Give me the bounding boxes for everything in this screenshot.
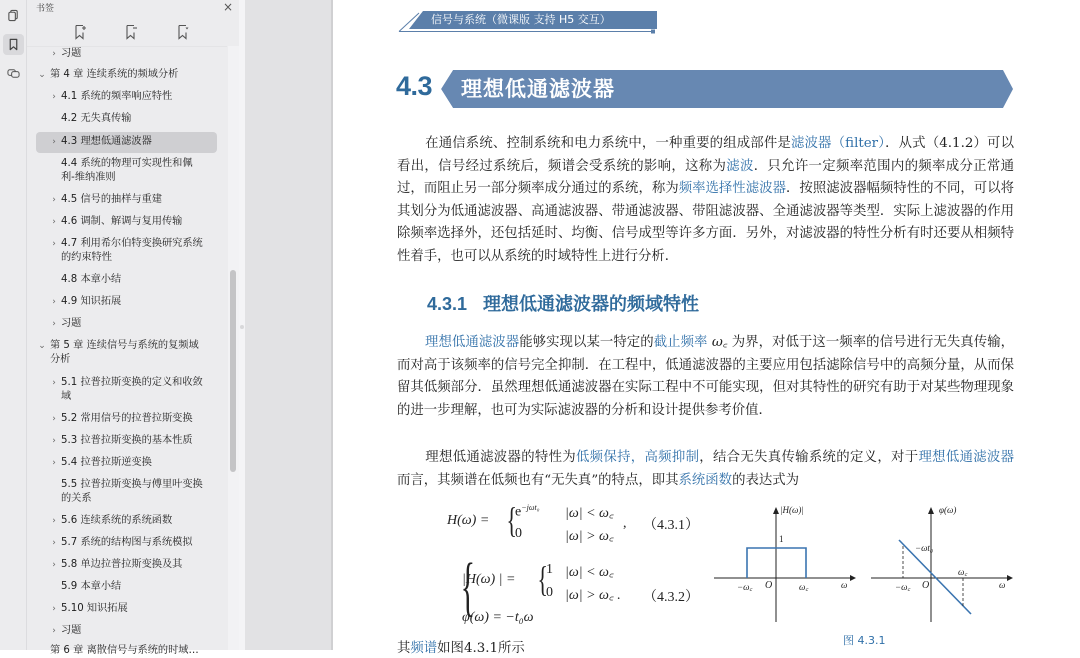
link-system-function[interactable]: 系统函数 (678, 472, 733, 488)
mag-origin: O (765, 580, 773, 591)
phase-ylabel: φ(ω) (939, 505, 957, 515)
left-rail (0, 0, 27, 650)
bookmark-item[interactable]: 5.9 本章小结 (61, 581, 122, 592)
bookmark-item[interactable]: › 4.1 系统的频率响应特性 (35, 90, 217, 104)
bookmark-icon (7, 38, 20, 51)
equation-number: （4.3.2） (643, 590, 699, 605)
mag-pos-cutoff: ω꜀ (799, 582, 809, 592)
left-brace: { (506, 500, 517, 540)
bookmark-item[interactable]: › 4.5 信号的抽样与重建 (35, 193, 217, 207)
chevron-right-icon[interactable]: › (52, 516, 56, 526)
running-head (399, 8, 659, 32)
bookmark-item[interactable]: 4.2 无失真传输 (61, 113, 132, 124)
chevron-right-icon[interactable]: › (52, 319, 56, 329)
comment-icon (7, 67, 20, 80)
link-cutoff-frequency[interactable]: 截止频率 (653, 335, 708, 350)
add-bookmark-icon (74, 24, 88, 40)
chevron-right-icon[interactable]: › (52, 538, 56, 548)
bookmark-item[interactable]: › 习题 (35, 47, 217, 61)
bookmark-item[interactable]: › 5.10 知识拓展 (35, 602, 217, 616)
remove-bookmark-icon (125, 24, 139, 40)
bookmark-item[interactable]: › 5.6 连续系统的系统函数 (35, 514, 217, 528)
bookmark-item[interactable]: › 4.6 调制、解调与复用传输 (35, 215, 217, 229)
link-low-pass-high-stop[interactable]: 低频保持，高频抑制 (575, 450, 700, 465)
chevron-right-icon[interactable]: › (52, 49, 56, 59)
equation-number: （4.3.1） (643, 518, 699, 533)
comments-button[interactable] (3, 63, 24, 84)
chevron-right-icon[interactable]: › (52, 217, 56, 227)
chevron-right-icon[interactable]: › (52, 92, 56, 102)
paragraph-intro: 在通信系统、控制系统和电力系统中，一种重要的组成部件是滤波器（filter）．从式（4.1.2）可以看出，信号经过系统后，频谱会受系统的影响，这称为滤波．只允许一定频率范围内的频率成分正常通过，而阻止另一部分频率成分通过的系统，称为频率选择性滤波器．按照滤波器幅频特性的不同，可以将其划分为低通滤波器、高通滤波器、带通滤波器、带阻滤波器、全通滤波器等类型．实际上滤波器的作用除频率选择外，还包括延时、均衡、信号成型等许多方面．另外，对滤波器的特性分析有时还要从相频特性着手，也可以从系统的时域特性上进行分析． (397, 136, 1015, 264)
mag-neg-cutoff: −ω꜀ (737, 582, 753, 592)
close-icon[interactable]: × (222, 0, 234, 14)
chevron-right-icon[interactable]: › (52, 414, 56, 424)
bookmark-item[interactable]: › 习题 (35, 624, 217, 638)
outer-brace: { (460, 550, 475, 623)
chevron-right-icon[interactable]: › (52, 626, 56, 636)
running-head-text: 信号与系统（微课版 支持 H5 交互） (431, 13, 611, 26)
phase-slope-annotation: −ωt₀ (915, 543, 934, 553)
section-title: 理想低通滤波器 (461, 77, 615, 101)
link-frequency-selective-filter[interactable]: 频率选择性滤波器 (678, 181, 786, 196)
bookmark-item[interactable]: › 5.8 单边拉普拉斯变换及其 (35, 558, 217, 572)
mag-ylabel: |H(ω)| (780, 505, 804, 515)
bookmark-item[interactable]: 4.4 系统的物理可实现性和佩利-维纳准则 (61, 158, 193, 183)
chevron-right-icon[interactable]: › (52, 436, 56, 446)
splitter-handle[interactable] (240, 325, 244, 329)
add-bookmark-button[interactable] (74, 24, 90, 42)
bookmarks-panel (27, 0, 239, 656)
phase-xlabel: ω (999, 580, 1006, 590)
phase-origin: O (922, 580, 930, 591)
bookmark-item[interactable]: 5.5 拉普拉斯变换与傅里叶变换的关系 (61, 479, 203, 504)
link-filtering[interactable]: 滤波 (726, 158, 754, 174)
subsection-heading: 4.3.1 理想低通滤波器的频域特性 (427, 294, 700, 314)
chevron-right-icon[interactable]: › (52, 604, 56, 614)
phase-neg-cutoff: −ω꜀ (895, 582, 911, 592)
section-number: 4.3 (396, 71, 433, 101)
chevron-right-icon[interactable]: › (52, 378, 56, 388)
figure-caption: 图 4.3.1 (843, 634, 886, 647)
bookmark-item[interactable]: › 4.7 利用希尔伯特变换研究系统的约束特性 (35, 237, 207, 265)
mag-xlabel: ω (841, 580, 848, 590)
document-gutter (245, 0, 333, 650)
paragraph-ideal-lpf: 理想低通滤波器能够实现以某一特定的截止频率 ω꜀ 为界，对低于这一频率的信号进行无失真传输，而对高于该频率的信号完全抑制．在工程中，低通滤波器的主要应用包括滤除信号中的高频分量，从而保留其低频部分．虽然理想低通滤波器在实际工程中不可能实现，但对其特性的研究有助于对某些物理现象的进一步理解，也可为实际滤波器的分析和设计提供参考价值． (397, 335, 1015, 418)
bookmark-item-selected[interactable]: › 4.3 理想低通滤波器 (36, 132, 217, 153)
link-ideal-lowpass-filter[interactable]: 理想低通滤波器 (425, 335, 520, 350)
bookmark-item-chapter-5[interactable]: ⌄ 第 5 章 连续信号与系统的复频域分析 (38, 340, 199, 365)
remove-bookmark-button[interactable] (125, 24, 141, 42)
bookmark-item[interactable]: › 4.9 知识拓展 (35, 295, 217, 309)
chevron-down-icon[interactable]: ⌄ (38, 70, 46, 80)
bookmark-item-chapter-4[interactable]: ⌄ 第 4 章 连续系统的频域分析 (38, 69, 179, 80)
mag-one-label: 1 (779, 534, 784, 544)
panel-title: 书签 (36, 4, 55, 14)
chevron-right-icon[interactable]: › (52, 137, 56, 147)
bookmark-options-button[interactable] (177, 24, 193, 42)
bookmark-options-icon (177, 24, 191, 40)
figure-reference-text: 其频谱如图4.3.1所示 (397, 641, 525, 656)
bookmark-tree (27, 46, 227, 656)
bookmark-scrollbar-thumb[interactable] (230, 270, 236, 472)
bookmark-item[interactable]: › 5.3 拉普拉斯变换的基本性质 (35, 434, 217, 448)
bookmark-item[interactable]: › 5.4 拉普拉斯逆变换 (35, 456, 217, 470)
phase-pos-cutoff: ω꜀ (958, 567, 968, 577)
link-ideal-lowpass-filter-2[interactable]: 理想低通滤波器 (918, 450, 1015, 465)
link-spectrum[interactable]: 频谱 (410, 641, 438, 656)
magnitude-response-plot (710, 502, 855, 627)
document-page: 信号与系统（微课版 支持 H5 交互） 4.3 理想低通滤波器 在通信系统、控制系统和电力系统中，一种重要的组成部件是滤波器（filter）．从式（4.1.2）可以看出，信号经过系统后，频谱会受系统的影响，这称为滤波．只允许一定频率范围内的频率成分正常通过，而阻止另一部分频率成分通过的系统，称为频率选择性滤波器．按照滤波器幅频特性的不同，可以将其划分为低通滤波器、高通滤波器、带通滤波器、带阻滤波器、全通滤波器等类型．实际上滤波器的作用除频率选择外，还包括延时、均衡、信号成型等许多方面．另外，对滤波器的特性分析有时还要从相频特性着手，也可以从系统的时域特性上进行分析． 4.3.1 理想低通滤波器的频域特性 理想低通滤波器能够实现以某一特定的截止频率 ω꜀ 为界，对低于这一频率的信号进行无失真传输，而对高于该频率的信号完全抑制．在工程中，低通滤波器的主要应用包括滤除信号中的高频分量，从而保留其低频部分．虽然理想低通滤波器在实际工程中不可能实现，但对其特性的研究有助于对某些物理现象的进一步理解，也可为实际滤波器的分析和设计提供参考价值． 理想低通滤波器的特性为低频保持，高频抑制，结合无失真传输系统的定义，对于理想低通滤波器而言，其频谱在低频也有“无失真”的特点，即其系统函数的表达式为 H(ω) = { $e^{-j\omega t_0}$ |ω| < ω꜀ 0 |ω| > ω꜀ , （4.3.1） { |H(ω) | = { 1 |ω| < ω꜀ 0 |ω| > ω꜀ . φ(ω) = −t₀ω （4.3.2） 其频谱如图4.3.1所示 |H(ω)| 1 −ω꜀ O ω꜀ ω φ(ω) −ωt₀ −ω꜀ O ω꜀ ω 图 4.3.1 (335, 0, 1080, 650)
paragraph-characteristics: 理想低通滤波器的特性为低频保持，高频抑制，结合无失真传输系统的定义，对于理想低通滤波器而言，其频谱在低频也有“无失真”的特点，即其系统函数的表达式为 (397, 450, 1015, 488)
bookmark-item[interactable]: › 5.1 拉普拉斯变换的定义和收敛域 (35, 376, 205, 404)
bookmark-item[interactable]: › 习题 (35, 317, 217, 331)
pages-icon (7, 9, 20, 22)
chevron-right-icon[interactable]: › (52, 560, 56, 570)
thumbnails-button[interactable] (3, 5, 24, 26)
bookmark-item[interactable]: › 5.7 系统的结构图与系统模拟 (35, 536, 217, 550)
chevron-right-icon[interactable]: › (52, 239, 56, 249)
bookmark-item[interactable]: 4.8 本章小结 (61, 274, 122, 285)
bookmark-item-chapter-6[interactable]: 第 6 章 离散信号与系统的时域… (50, 645, 199, 656)
inner-brace: { (537, 559, 548, 599)
chevron-right-icon[interactable]: › (52, 458, 56, 468)
bookmark-toolbar (27, 24, 239, 44)
link-filter[interactable]: 滤波器（filter） (790, 136, 886, 151)
phase-response-plot (867, 502, 1012, 627)
bookmarks-button[interactable] (3, 34, 24, 55)
chevron-down-icon[interactable]: ⌄ (38, 341, 46, 351)
chevron-right-icon[interactable]: › (52, 297, 56, 307)
chevron-right-icon[interactable]: › (52, 195, 56, 205)
bookmark-item[interactable]: › 5.2 常用信号的拉普拉斯变换 (35, 412, 217, 426)
